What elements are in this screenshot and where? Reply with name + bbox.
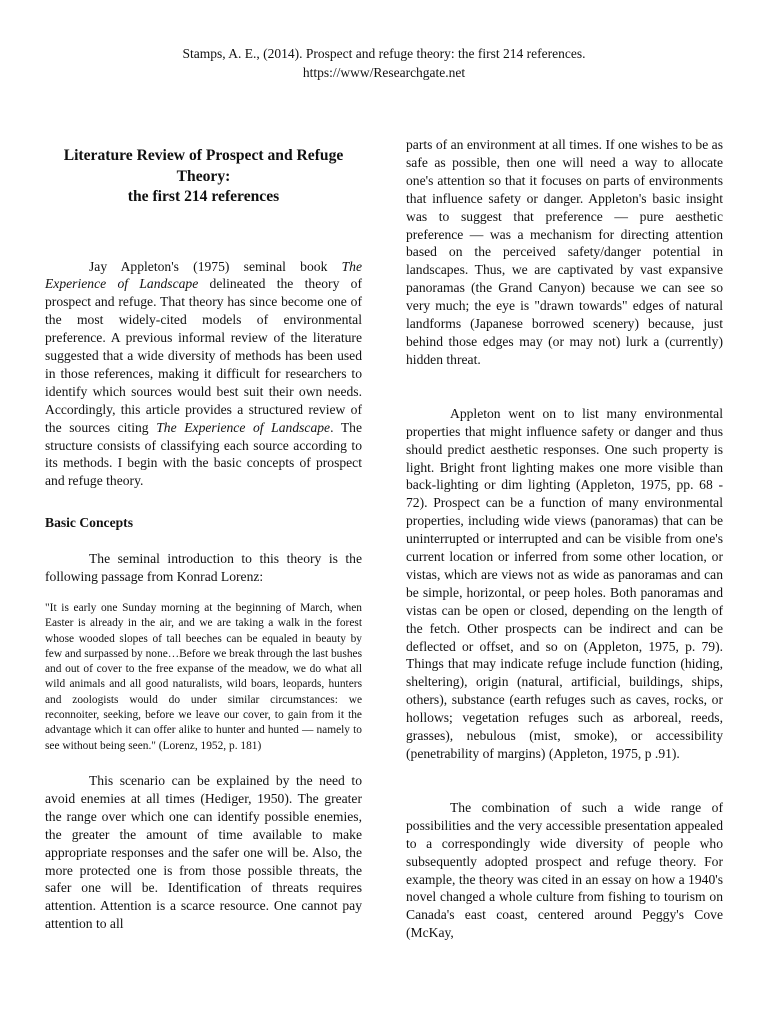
intro-paragraph — [45, 258, 362, 491]
article-title — [45, 146, 362, 208]
attention-paragraph: parts of an environment at all times. If one wishes to be as safe as possible, then one will need a way to allocate one's attention so that it focuses on parts of environments that influence safety or danger. Appleton's basic insight was to suggest that preference — pure aesthetic preference — was a mechanism for directing attention based on the perceived safety/danger potential in landscapes. Thus, we are captivated by vast expansive panoramas (the Grand Canyon) because we can see so very much; the eye is "drawn towards" edges of natural landforms (Japanese borrowed scenery) because, just behind those edges may (or may not) lurk a (currently) hidden threat. — [406, 137, 723, 367]
intro-text-e: . The structure consists of classifying each source according to its methods. I begin with the basic concepts of prospect and refuge theory. — [45, 419, 363, 489]
lorenz-quote: "It is early one Sunday morning at the beginning of March, when Easter is already in the air, and we are taking a walk in the forest whose wooded slopes of tall beeches can be equaled in beauty by few and surpassed by none…Before we break through the last bushes and out of cover to the free expanse of the meadow, we do what all wild animals and all good naturalists, wild boars, leopards, hunters and zoologists would do under similar circumstances: we reconnoiter, seeking, before we leave our cover, to gain from it the advantage which it can offer alike to hunter and hunted — namely to see without being seen." (Lorenz, 1952, p. 181) — [45, 602, 362, 752]
section-heading: Basic Concepts — [45, 515, 133, 531]
book-title-italic: The Experience of Landscape — [45, 258, 362, 292]
citation-line: Stamps, A. E., (2014). Prospect and refuge theory: the first 214 references. — [182, 46, 586, 61]
intro-text-c: delineated the theory of prospect and refuge. That theory has since become one of the most widely-cited models of environmental preference. A previous informal review of the literature suggested that a wide diversity of methods has been used in those references, making it difficult for researchers to identify which sources would best suit their own needs. Accordingly, this article provides a structured review of the sources citing — [45, 276, 362, 435]
diversity-paragraph: The combination of such a wide range of possibilities and the very accessible presentation appealed to a correspondingly wide diversity of people who subsequently adopted prospect and refuge theory. For example, the theory was cited in an essay on how a 1940's novel changed a whole culture from fishing to tourism on Canada's east coast, centered around Peggy's Cove (McKay, — [406, 799, 723, 941]
title-line-3: the first 214 references — [127, 188, 280, 205]
left-column — [45, 136, 362, 933]
scenario-paragraph: This scenario can be explained by the need to avoid enemies at all times (Hediger, 1950). The greater the range over which one can identify possible enemies, the greater the amount of time available to make appropriate responses and the safer one will be. Also, the more protected one is from those possible threats, the safer one will be. Identification of threats requires attention. Attention is a scarce resource. One cannot pay attention to all — [45, 772, 362, 932]
properties-paragraph: Appleton went on to list many environmental properties that might influence safety or danger and thus should predict aesthetic responses. One such property is light. Bright front lighting makes one more visible than back-lighting or dim lighting (Appleton, 1975, pp. 68 - 72). Prospect can be a function of many environmental properties, including wide views (panoramas) that can be uninterrupted or interrupted and can be visible from one's current location or inferred from some other location, or vistas, which are views not as wide as panoramas and can be simple, horizontal, or peep holes. Both panoramas and vistas can be open or closed, depending on the length of the fetch. Other prospects can be indirect and can be deflected or offset, and so on (Appleton, 1975, p. 79). Things that may indicate refuge include function (hiding, sheltering), origin (natural, artificial, buildings, ships, others), substance (earth refuges such as caves, rocks, or hollows; vegetation refuges such as arboreal, reeds, grasses), nebulous (mist, smoke), or accessibility (penetrability of margins) (Appleton, 1975, p .91). — [406, 405, 723, 761]
citation-header — [0, 44, 768, 82]
citation-url: https://www/Researchgate.net — [302, 65, 466, 80]
seminal-paragraph: The seminal introduction to this theory is the following passage from Konrad Lorenz: — [45, 551, 362, 585]
title-line-2: Theory: — [176, 167, 231, 185]
title-line-1: Literature Review of Prospect and Refuge — [63, 147, 344, 164]
right-column — [406, 136, 723, 942]
book-title-italic-2: The Experience of Landscape — [156, 419, 331, 435]
intro-text-a: Jay Appleton's (1975) seminal book — [89, 258, 342, 274]
